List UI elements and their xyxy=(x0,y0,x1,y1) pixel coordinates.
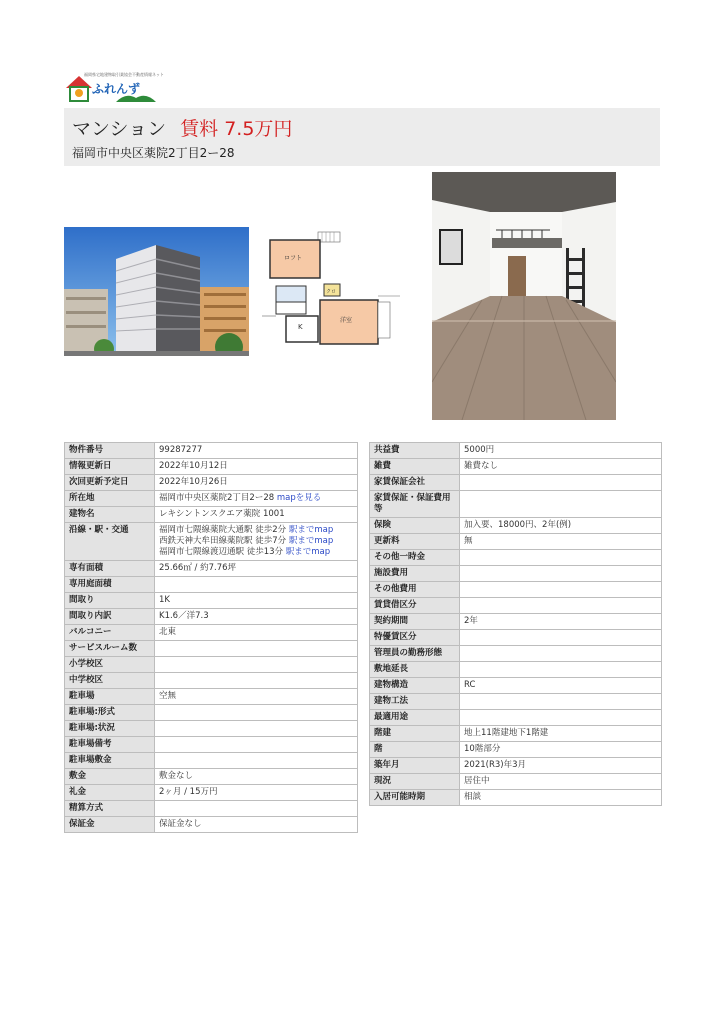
row-value: 加入要、18000円、2年(例) xyxy=(460,518,662,534)
table-row xyxy=(65,625,358,641)
row-value xyxy=(460,566,662,582)
row-label: 中学校区 xyxy=(65,673,155,689)
row-label: 物件番号 xyxy=(65,443,155,459)
transport-line xyxy=(159,525,353,536)
row-label: 更新料 xyxy=(370,534,460,550)
row-value: レキシントンスクエア薬院 1001 xyxy=(155,507,358,523)
row-value xyxy=(155,753,358,769)
map-link[interactable]: mapを見る xyxy=(276,493,322,503)
row-value: 2022年10月26日 xyxy=(155,475,358,491)
address-value xyxy=(155,491,358,507)
row-label: 共益費 xyxy=(370,443,460,459)
row-label: 建物構造 xyxy=(370,678,460,694)
table-row xyxy=(65,737,358,753)
row-label: 建物工法 xyxy=(370,694,460,710)
table-row xyxy=(370,566,662,582)
table-row xyxy=(65,785,358,801)
table-row xyxy=(370,758,662,774)
station-map-link[interactable]: 駅までmap xyxy=(288,525,334,535)
row-value xyxy=(460,646,662,662)
row-value xyxy=(460,662,662,678)
row-label: 次回更新予定日 xyxy=(65,475,155,491)
table-row xyxy=(65,593,358,609)
row-label: 家賃保証・保証費用等 xyxy=(370,491,460,518)
table-row xyxy=(370,710,662,726)
row-label: 専用庭面積 xyxy=(65,577,155,593)
row-value xyxy=(460,582,662,598)
row-label: 駐車場 xyxy=(65,689,155,705)
address-text: 福岡市中央区薬院2丁目2ー28 xyxy=(159,493,277,503)
row-label: 賃貸借区分 xyxy=(370,598,460,614)
row-label: 敷地延長 xyxy=(370,662,460,678)
table-row xyxy=(65,443,358,459)
row-value xyxy=(155,801,358,817)
table-row xyxy=(370,742,662,758)
row-value: 99287277 xyxy=(155,443,358,459)
property-address: 福岡市中央区薬院2丁目2ー28 xyxy=(72,146,235,160)
table-row xyxy=(65,523,358,561)
transport-value xyxy=(155,523,358,561)
row-label: その他一時金 xyxy=(370,550,460,566)
transport-line xyxy=(159,536,353,547)
table-row xyxy=(370,459,662,475)
table-row xyxy=(370,678,662,694)
site-logo xyxy=(64,70,164,104)
row-label: 敷金 xyxy=(65,769,155,785)
row-value xyxy=(155,657,358,673)
row-value xyxy=(155,577,358,593)
row-label: 入居可能時期 xyxy=(370,790,460,806)
row-label: 建物名 xyxy=(65,507,155,523)
table-row xyxy=(370,491,662,518)
floorplan-closet-label: クロ xyxy=(326,289,337,295)
row-label: サービスルーム数 xyxy=(65,641,155,657)
table-row xyxy=(65,801,358,817)
floor-plan[interactable] xyxy=(262,228,402,352)
logo-tagline: 福岡県宅地建物取引業協会不動産情報ネット xyxy=(84,72,164,77)
row-value: 雑費なし xyxy=(460,459,662,475)
table-row xyxy=(370,630,662,646)
row-value: 5000円 xyxy=(460,443,662,459)
table-row xyxy=(370,774,662,790)
table-row xyxy=(370,662,662,678)
table-row xyxy=(370,550,662,566)
table-row xyxy=(370,646,662,662)
row-value: 北東 xyxy=(155,625,358,641)
row-label: 階建 xyxy=(370,726,460,742)
row-label: 駐車場備考 xyxy=(65,737,155,753)
row-value xyxy=(460,710,662,726)
floorplan-loft-label: ロフト xyxy=(284,255,303,262)
row-label: 現況 xyxy=(370,774,460,790)
row-value xyxy=(155,673,358,689)
table-row xyxy=(65,491,358,507)
logo-hill-icon xyxy=(116,92,156,102)
row-label: 精算方式 xyxy=(65,801,155,817)
row-value: 2021(R3)年3月 xyxy=(460,758,662,774)
row-value xyxy=(155,737,358,753)
station-map-link[interactable]: 駅までmap xyxy=(288,536,334,546)
spec-table-right xyxy=(369,442,662,806)
table-row xyxy=(370,475,662,491)
row-value xyxy=(460,694,662,710)
row-value: 2年 xyxy=(460,614,662,630)
row-label: 家賃保証会社 xyxy=(370,475,460,491)
transport-text: 福岡市七隈線渡辺通駅 徒歩13分 xyxy=(159,547,286,557)
row-value: 地上11階建地下1階建 xyxy=(460,726,662,742)
table-row xyxy=(370,694,662,710)
station-map-link[interactable]: 駅までmap xyxy=(285,547,331,557)
table-row xyxy=(370,598,662,614)
row-value: 敷金なし xyxy=(155,769,358,785)
row-value: 保証金なし xyxy=(155,817,358,833)
row-label: 保証金 xyxy=(65,817,155,833)
table-row xyxy=(370,790,662,806)
row-label: 駐車場敷金 xyxy=(65,753,155,769)
row-value xyxy=(460,550,662,566)
floorplan-kitchen-label: K xyxy=(298,323,303,331)
row-value xyxy=(460,630,662,646)
row-value: 2ヶ月 / 15万円 xyxy=(155,785,358,801)
row-label: バルコニー xyxy=(65,625,155,641)
row-value: RC xyxy=(460,678,662,694)
transport-text: 西鉄天神大牟田線薬院駅 徒歩7分 xyxy=(159,536,289,546)
row-label: 管理員の勤務形態 xyxy=(370,646,460,662)
building-photo[interactable] xyxy=(64,227,249,356)
table-row xyxy=(65,673,358,689)
table-row xyxy=(65,657,358,673)
row-value: 相談 xyxy=(460,790,662,806)
rent-price: 賃料 7.5万円 xyxy=(180,118,293,140)
row-label: 情報更新日 xyxy=(65,459,155,475)
interior-photo[interactable] xyxy=(432,172,616,420)
row-label: 施設費用 xyxy=(370,566,460,582)
spec-table-left xyxy=(64,442,358,833)
table-row xyxy=(65,753,358,769)
row-label: 沿線・駅・交通 xyxy=(65,523,155,561)
table-row xyxy=(370,534,662,550)
transport-line xyxy=(159,547,353,558)
row-label: 間取り xyxy=(65,593,155,609)
table-row xyxy=(65,577,358,593)
row-label: 最適用途 xyxy=(370,710,460,726)
row-label: 間取り内訳 xyxy=(65,609,155,625)
row-label: 駐車場:形式 xyxy=(65,705,155,721)
row-label: 雑費 xyxy=(370,459,460,475)
property-header xyxy=(64,108,660,166)
table-row xyxy=(370,614,662,630)
logo-text: ふれんず xyxy=(92,82,141,96)
row-value xyxy=(460,598,662,614)
row-label: 築年月 xyxy=(370,758,460,774)
row-value xyxy=(460,491,662,518)
table-row xyxy=(65,721,358,737)
row-label: 階 xyxy=(370,742,460,758)
row-value: 空無 xyxy=(155,689,358,705)
table-row xyxy=(370,726,662,742)
row-label: 保険 xyxy=(370,518,460,534)
table-row xyxy=(65,769,358,785)
table-row xyxy=(65,689,358,705)
row-value xyxy=(155,641,358,657)
floorplan-western-label: 洋室 xyxy=(340,317,353,324)
row-value: 1K xyxy=(155,593,358,609)
row-value: K1.6／洋7.3 xyxy=(155,609,358,625)
row-label: 契約期間 xyxy=(370,614,460,630)
table-row xyxy=(65,641,358,657)
row-value xyxy=(155,705,358,721)
property-type: マンション xyxy=(72,118,167,140)
row-label: 礼金 xyxy=(65,785,155,801)
row-label: 特優賃区分 xyxy=(370,630,460,646)
table-row xyxy=(65,609,358,625)
transport-text: 福岡市七隈線薬院大通駅 徒歩2分 xyxy=(159,525,289,535)
row-value xyxy=(155,721,358,737)
row-value: 2022年10月12日 xyxy=(155,459,358,475)
row-label: 駐車場:状況 xyxy=(65,721,155,737)
table-row xyxy=(65,507,358,523)
table-row xyxy=(65,705,358,721)
row-label: 所在地 xyxy=(65,491,155,507)
row-label: 専有面積 xyxy=(65,561,155,577)
title-row xyxy=(72,114,292,141)
table-row xyxy=(65,459,358,475)
row-label: 小学校区 xyxy=(65,657,155,673)
row-value xyxy=(460,475,662,491)
row-value: 無 xyxy=(460,534,662,550)
table-row xyxy=(65,817,358,833)
table-row xyxy=(65,561,358,577)
table-row xyxy=(370,582,662,598)
row-value: 25.66㎡ / 約7.76坪 xyxy=(155,561,358,577)
table-row xyxy=(65,475,358,491)
row-value: 10階部分 xyxy=(460,742,662,758)
row-label: その他費用 xyxy=(370,582,460,598)
table-row xyxy=(370,518,662,534)
table-row xyxy=(370,443,662,459)
row-value: 居住中 xyxy=(460,774,662,790)
